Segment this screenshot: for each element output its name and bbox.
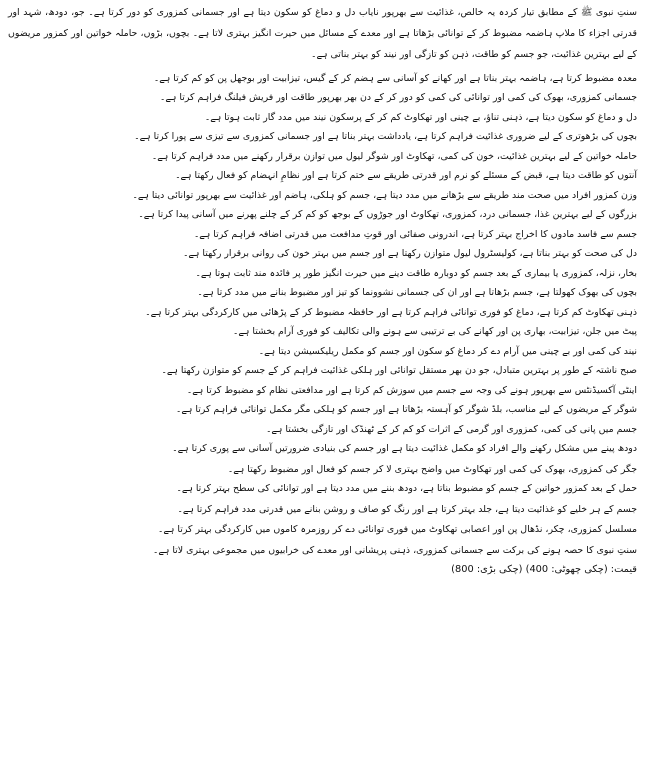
benefit-item: نیند کی کمی اور بے چینی میں آرام دے کر دماغ کو سکون اور جسم کو مکمل ریلیکسیشن دیتا ہے۔ <box>258 345 637 357</box>
benefit-item: بچوں کی بڑھوتری کے لیے ضروری غذائیت فراہم کرتا ہے، یادداشت بہتر بناتا ہے اور جسمانی کمزوری سے تیزی سے پورا کرتا ہے۔ <box>134 131 637 143</box>
benefit-item: دل کی صحت کو بہتر بناتا ہے، کولیسٹرول لیول متوازن رکھتا ہے اور جسم میں بہتر خون کی روانی برقرار رکھتا ہے۔ <box>182 248 637 260</box>
benefit-item: جسمانی کمزوری، بھوک کی کمی اور توانائی کی کمی کو دور کر کے دن بھر بھرپور طاقت اور فریش فیلنگ فراہم کرتا ہے۔ <box>159 92 637 104</box>
benefit-item: جسم میں پانی کی کمی، کمزوری اور گرمی کے اثرات کو کم کر کے ٹھنڈک اور تازگی بخشتا ہے۔ <box>265 423 637 435</box>
benefit-item: صبح ناشتہ کے طور پر بہترین متبادل، جو دن بھر مستقل توانائی اور ہلکی غذائیت فراہم کر کے جسم کو متوازن رکھتا ہے۔ <box>161 365 637 377</box>
benefit-item: دودھ پینے میں مشکل رکھنے والے افراد کو مکمل غذائیت دیتا ہے اور جسم کی بنیادی ضرورتیں آسانی سے پوری کرتا ہے۔ <box>172 443 637 455</box>
benefit-item: حمل کے بعد کمزور خواتین کے جسم کو مضبوط بناتا ہے، دودھ بننے میں مدد دیتا ہے اور توانائی کی سطح بہتر کرتا ہے۔ <box>176 483 637 495</box>
intro-paragraph: سنتِ نبوی ﷺ کے مطابق تیار کردہ یہ خالص، غذائیت سے بھرپور نایاب دل و دماغ کو سکون دیتا ہے اور جسمانی کمزوری کو دور کرتا ہے۔ جو، دودھ، شہد اور قدرتی اجزاء کا ملاپ ہاضمہ مضبوط کر کے توانائی بڑھاتا ہے اور معدے کے مسائل میں حیرت انگیز بہتری لاتا ہے۔ بچوں، بڑوں، حاملہ خواتین اور کمزور مریضوں کے لیے بہترین غذائیت، جو جسم کو طاقت، ذہن کو تازگی اور نیند کو بہتر بناتی ہے۔ <box>8 7 637 61</box>
benefit-item: پیٹ میں جلن، تیزابیت، بھاری پن اور کھانے کی بے ترتیبی سے ہونے والی تکالیف کو فوری آرام بخشتا ہے۔ <box>232 326 637 338</box>
benefits-list <box>8 72 637 538</box>
benefit-item: بزرگوں کے لیے بہترین غذا، جسمانی درد، کمزوری، تھکاوٹ اور جوڑوں کے بوجھ کو کم کر کے چلنے پھرنے میں آسانی پیدا کرتا ہے۔ <box>138 209 637 221</box>
closing-paragraph: سنتِ نبوی کا حصہ ہونے کی برکت سے جسمانی کمزوری، ذہنی پریشانی اور معدے کی خرابیوں میں مجموعی بہتری لاتا ہے۔ <box>152 544 637 556</box>
benefit-item: دل و دماغ کو سکون دیتا ہے، ذہنی تناؤ، بے چینی اور تھکاوٹ کم کر کے پرسکون نیند میں مدد گار ثابت ہوتا ہے۔ <box>204 111 637 123</box>
benefit-item: آنتوں کو طاقت دیتا ہے، قبض کے مسئلے کو نرم اور قدرتی طریقے سے ختم کرتا ہے اور نظامِ انہضام کو فعال رکھتا ہے۔ <box>175 170 637 182</box>
benefit-item: شوگر کے مریضوں کے لیے مناسب، بلڈ شوگر کو آہستہ بڑھاتا ہے اور جسم کو ہلکی مگر مکمل توانائی فراہم کرتا ہے۔ <box>175 404 637 416</box>
benefit-item: مسلسل کمزوری، چکر، نڈھال پن اور اعصابی تھکاوٹ میں فوری توانائی دے کر روزمرہ کاموں میں کارکردگی بہتر کرتا ہے۔ <box>157 524 637 536</box>
benefit-item: حاملہ خواتین کے لیے بہترین غذائیت، خون کی کمی، تھکاوٹ اور شوگر لیول میں توازن برقرار رکھنے میں مدد فراہم کرتا ہے۔ <box>151 150 637 162</box>
benefit-item: جسم کے ہر خلیے کو غذائیت دیتا ہے، جلد بہتر کرتا ہے اور رنگ کو صاف و روشن بنانے میں قدرتی مدد فراہم کرتا ہے۔ <box>177 503 637 515</box>
benefit-item: وزن کمزور افراد میں صحت مند طریقے سے بڑھانے میں مدد دیتا ہے، جسم کو ہلکی، ہاضم اور غذائیت سے بھرپور توانائی دیتا ہے۔ <box>132 189 637 201</box>
benefit-item: معدہ مضبوط کرتا ہے، ہاضمہ بہتر بناتا ہے اور کھانے کو آسانی سے ہضم کر کے گیس، تیزابیت اور بوجھل پن کو کم کرتا ہے۔ <box>153 72 637 84</box>
benefit-item: بخار، نزلہ، کمزوری یا بیماری کے بعد جسم کو دوبارہ طاقت دینے میں حیرت انگیز طور پر فائدہ مند ثابت ہوتا ہے۔ <box>195 267 637 279</box>
benefit-item: بچوں کی بھوک کھولتا ہے، جسم بڑھاتا ہے اور ان کی جسمانی نشوونما کو تیز اور مضبوط بنانے میں مدد کرتا ہے۔ <box>197 287 637 299</box>
benefit-item: ذہنی تھکاوٹ کم کرتا ہے، دماغ کو فوری توانائی فراہم کرتا ہے اور حافظہ مضبوط کر کے پڑھائی میں کارکردگی بہتر کرتا ہے۔ <box>145 306 637 318</box>
price-line: قیمت: (چکی چھوٹی: 400) (چکی بڑی: 800) <box>451 563 637 575</box>
benefit-item: جسم سے فاسد مادوں کا اخراج بہتر کرتا ہے، اندرونی صفائی اور قوتِ مدافعت میں قدرتی اضافہ فراہم کرتا ہے۔ <box>193 228 637 240</box>
benefit-item: جگر کی کمزوری، بھوک کی کمی اور تھکاوٹ میں واضح بہتری لا کر جسم کو فعال اور مضبوط رکھتا ہے۔ <box>227 463 637 475</box>
benefit-item: اینٹی آکسیڈنٹس سے بھرپور ہونے کی وجہ سے جسم میں سوزش کم کرتا ہے اور مدافعتی نظام کو مضبوط کرتا ہے۔ <box>186 384 637 396</box>
